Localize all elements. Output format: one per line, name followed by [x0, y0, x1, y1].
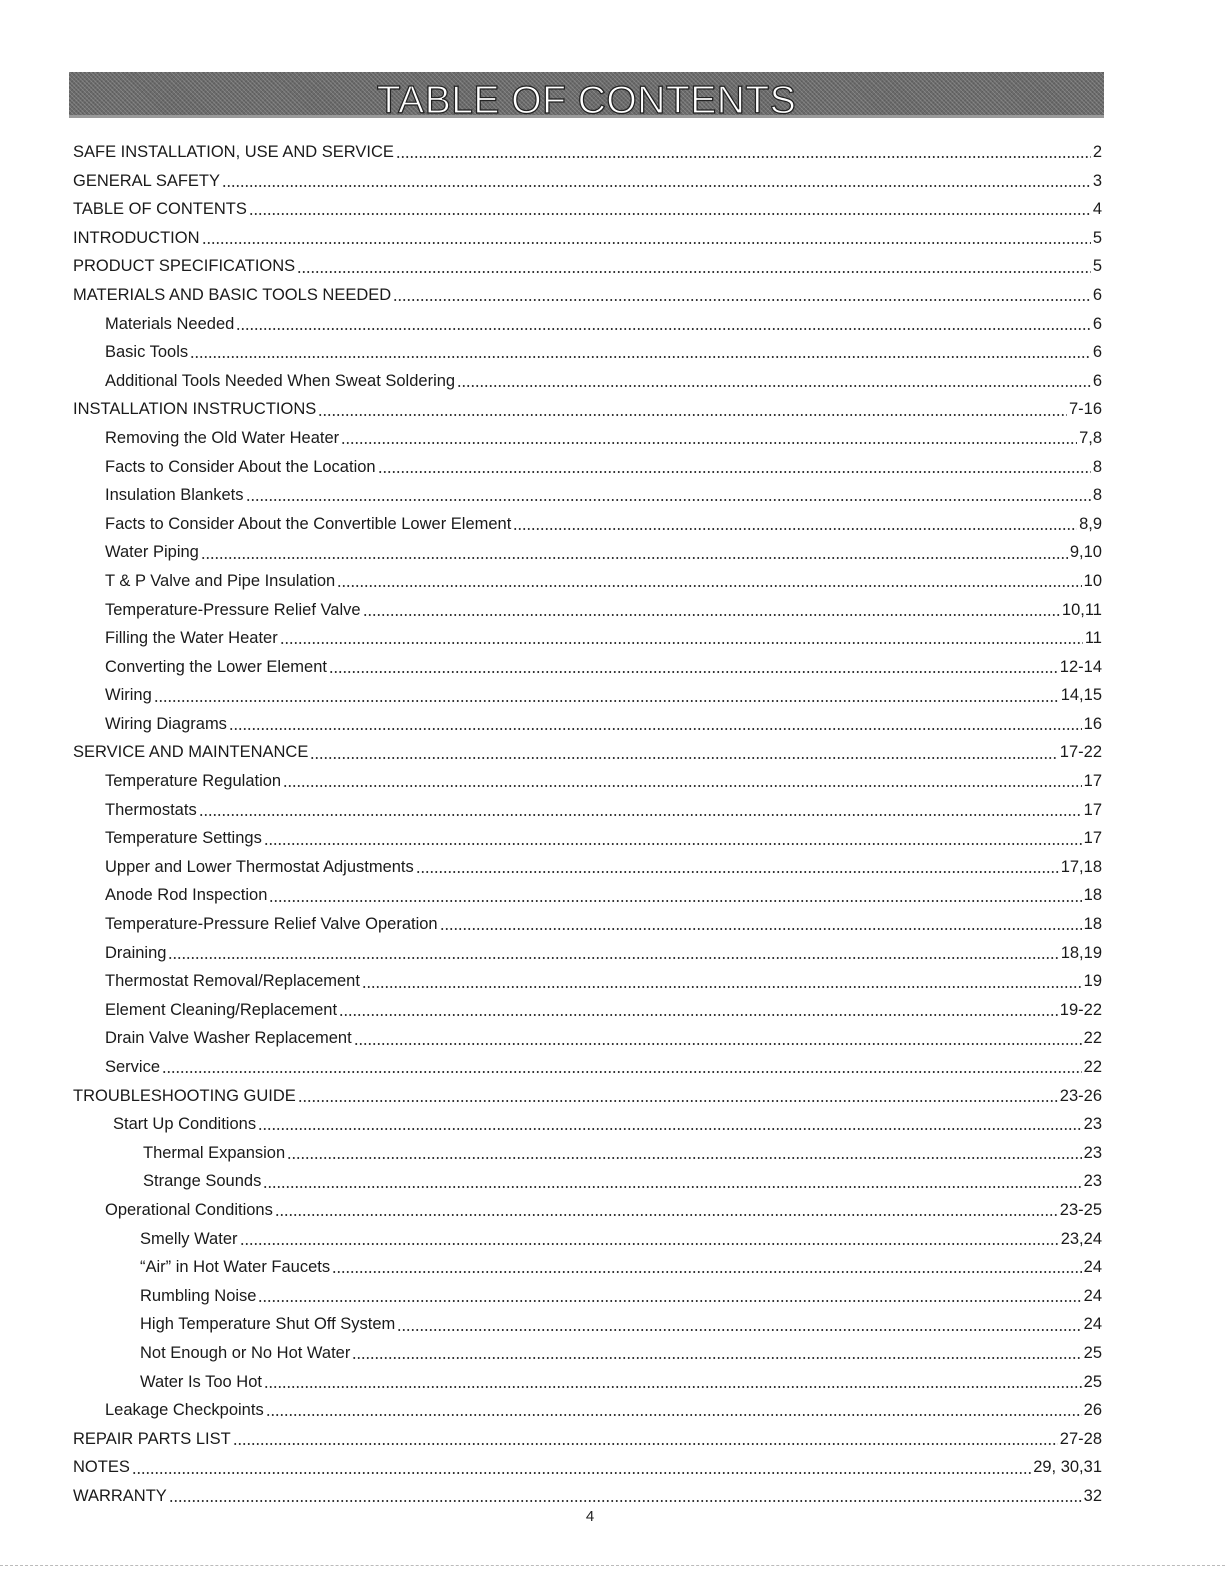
dot-leader — [457, 384, 1091, 388]
dot-leader — [363, 613, 1060, 617]
dot-leader — [310, 756, 1057, 760]
toc-entry-title: TABLE OF CONTENTS — [73, 200, 247, 219]
toc-entry-title: “Air” in Hot Water Faucets — [140, 1258, 331, 1277]
toc-entry-page: 16 — [1083, 714, 1102, 733]
toc-entry — [73, 967, 1102, 996]
toc-entry-title: Additional Tools Needed When Sweat Soldering — [105, 371, 456, 390]
toc-entry — [73, 1196, 1102, 1225]
dot-leader — [341, 441, 1077, 445]
toc-entry-title: INTRODUCTION — [73, 228, 200, 247]
dot-leader — [440, 927, 1082, 931]
dot-leader — [264, 842, 1082, 846]
toc-entry — [73, 910, 1102, 939]
toc-entry — [73, 338, 1102, 367]
toc-entry-title: Converting the Lower Element — [105, 657, 327, 676]
toc-entry — [73, 453, 1102, 482]
toc-entry — [73, 939, 1102, 968]
toc-entry-page: 12-14 — [1059, 657, 1102, 676]
toc-entry — [73, 224, 1102, 253]
toc-entry-title: Strange Sounds — [143, 1172, 262, 1191]
dot-leader — [222, 184, 1091, 188]
dot-leader — [397, 1328, 1081, 1332]
toc-entry — [73, 1425, 1102, 1454]
dot-leader — [287, 1156, 1081, 1160]
toc-entry-title: Temperature Regulation — [105, 772, 282, 791]
dot-leader — [283, 784, 1082, 788]
toc-entry-page: 24 — [1083, 1286, 1102, 1305]
toc-entry-page: 23,24 — [1060, 1229, 1102, 1248]
toc-entry-title: Rumbling Noise — [140, 1286, 257, 1305]
toc-entry-page: 8,9 — [1079, 514, 1102, 533]
dot-leader — [169, 1499, 1082, 1503]
dot-leader — [229, 727, 1082, 731]
toc-entry-page: 8 — [1092, 457, 1102, 476]
dot-leader — [339, 1013, 1058, 1017]
toc-entry-page: 7,8 — [1079, 428, 1102, 447]
dot-leader — [362, 985, 1082, 989]
dot-leader — [393, 298, 1091, 302]
toc-entry-page: 9,10 — [1069, 543, 1102, 562]
toc-entry-title: GENERAL SAFETY — [73, 171, 221, 190]
toc-entry — [73, 1310, 1102, 1339]
dot-leader — [162, 1070, 1082, 1074]
dot-leader — [275, 1213, 1058, 1217]
toc-entry-page: 10 — [1083, 571, 1102, 590]
toc-entry — [73, 1082, 1102, 1111]
dot-leader — [132, 1471, 1031, 1475]
toc-entry-title: Operational Conditions — [105, 1200, 273, 1219]
toc-entry-page: 26 — [1083, 1401, 1102, 1420]
toc-entry — [73, 195, 1102, 224]
toc-entry-title: Thermal Expansion — [143, 1143, 286, 1162]
dot-leader — [258, 1299, 1081, 1303]
toc-entry — [73, 853, 1102, 882]
toc-entry-title: T & P Valve and Pipe Insulation — [105, 571, 336, 590]
dot-leader — [201, 556, 1068, 560]
toc-entry — [73, 681, 1102, 710]
dot-leader — [199, 813, 1082, 817]
toc-entry-page: 22 — [1083, 1029, 1102, 1048]
toc-entry — [73, 1282, 1102, 1311]
toc-entry-title: Not Enough or No Hot Water — [140, 1343, 351, 1362]
toc-entry-page: 6 — [1092, 343, 1102, 362]
toc-entry-page: 27-28 — [1059, 1429, 1102, 1448]
toc-entry-title: Temperature-Pressure Relief Valve Operation — [105, 915, 438, 934]
toc-entry-title: Temperature Settings — [105, 829, 262, 848]
toc-entry-title: INSTALLATION INSTRUCTIONS — [73, 400, 317, 419]
toc-entry-page: 6 — [1092, 285, 1102, 304]
toc-entry-title: Insulation Blankets — [105, 486, 244, 505]
toc-entry-page: 4 — [1092, 200, 1102, 219]
toc-entry-page: 5 — [1092, 257, 1102, 276]
toc-entry-title: NOTES — [73, 1458, 130, 1477]
toc-entry-title: Wiring — [105, 686, 152, 705]
toc-entry-title: Facts to Consider About the Location — [105, 457, 376, 476]
toc-entry — [73, 796, 1102, 825]
toc-entry-page: 18 — [1083, 886, 1102, 905]
toc-entry-title: Removing the Old Water Heater — [105, 428, 340, 447]
toc-entry — [73, 738, 1102, 767]
toc-entry-page: 18 — [1083, 915, 1102, 934]
toc-entry-page: 10,11 — [1061, 600, 1102, 619]
toc-entry-page: 14,15 — [1060, 686, 1102, 705]
toc-entry-title: Leakage Checkpoints — [105, 1401, 264, 1420]
toc-entry-title: MATERIALS AND BASIC TOOLS NEEDED — [73, 285, 392, 304]
table-of-contents — [73, 138, 1102, 1511]
toc-entry-page: 11 — [1084, 629, 1102, 648]
toc-entry-title: Facts to Consider About the Convertible Lower Element — [105, 514, 512, 533]
dot-leader — [269, 899, 1081, 903]
toc-entry-title: Thermostats — [105, 800, 197, 819]
toc-entry-page: 17 — [1083, 800, 1102, 819]
toc-entry-page: 22 — [1083, 1058, 1102, 1076]
toc-entry-page: 17-22 — [1059, 743, 1102, 762]
toc-entry-page: 24 — [1083, 1258, 1102, 1277]
dot-leader — [246, 498, 1091, 502]
toc-entry-page: 8 — [1092, 486, 1102, 505]
dot-leader — [249, 212, 1091, 216]
toc-entry — [73, 996, 1102, 1025]
toc-entry — [73, 481, 1102, 510]
page-title: TABLE OF CONTENTS — [376, 79, 797, 122]
dot-leader — [154, 699, 1059, 703]
dot-leader — [202, 241, 1091, 245]
toc-entry-page: 24 — [1083, 1315, 1102, 1334]
toc-entry — [73, 881, 1102, 910]
toc-entry-page: 19-22 — [1059, 1000, 1102, 1019]
toc-entry — [73, 767, 1102, 796]
toc-entry — [73, 1225, 1102, 1254]
dot-leader — [352, 1356, 1081, 1360]
toc-entry — [73, 624, 1102, 653]
dot-leader — [236, 327, 1090, 331]
toc-entry-page: 25 — [1083, 1343, 1102, 1362]
toc-entry — [73, 1024, 1102, 1053]
toc-entry — [73, 367, 1102, 396]
dot-leader — [233, 1442, 1058, 1446]
toc-entry-page: 23-25 — [1059, 1200, 1102, 1219]
dot-leader — [266, 1413, 1082, 1417]
toc-entry — [73, 567, 1102, 596]
toc-entry — [73, 1368, 1102, 1397]
toc-entry — [73, 1339, 1102, 1368]
toc-entry — [73, 538, 1102, 567]
toc-entry-title: Temperature-Pressure Relief Valve — [105, 600, 361, 619]
toc-entry — [73, 1139, 1102, 1168]
toc-entry — [73, 1253, 1102, 1282]
toc-entry-title: Service — [105, 1058, 161, 1076]
toc-entry — [73, 824, 1102, 853]
toc-entry-page: 17 — [1083, 829, 1102, 848]
dot-leader — [329, 670, 1058, 674]
toc-entry-page: 32 — [1083, 1486, 1102, 1505]
dot-leader — [332, 1270, 1082, 1274]
title-banner — [69, 72, 1104, 122]
dot-leader — [378, 470, 1091, 474]
toc-entry — [73, 1110, 1102, 1139]
dot-leader — [416, 870, 1059, 874]
toc-entry — [73, 1396, 1102, 1425]
toc-entry-title: High Temperature Shut Off System — [140, 1315, 396, 1334]
toc-entry-page: 23 — [1083, 1143, 1102, 1162]
toc-entry-title: Thermostat Removal/Replacement — [105, 972, 360, 991]
dot-leader — [258, 1127, 1082, 1131]
toc-entry — [73, 424, 1102, 453]
toc-entry-page: 17 — [1083, 772, 1102, 791]
toc-entry-title: Wiring Diagrams — [105, 714, 227, 733]
toc-entry-page: 23 — [1083, 1115, 1102, 1134]
toc-entry-page: 7-16 — [1068, 400, 1102, 419]
toc-entry — [73, 510, 1102, 539]
toc-entry — [73, 1482, 1102, 1511]
toc-entry-page: 23-26 — [1059, 1086, 1102, 1105]
dot-leader — [354, 1042, 1082, 1046]
toc-entry-title: Water Piping — [105, 543, 199, 562]
toc-entry-title: Element Cleaning/Replacement — [105, 1000, 338, 1019]
toc-entry-title: Drain Valve Washer Replacement — [105, 1029, 352, 1048]
page-number: 4 — [585, 1508, 595, 1525]
toc-entry-title: REPAIR PARTS LIST — [73, 1429, 231, 1448]
toc-entry — [73, 653, 1102, 682]
toc-entry-page: 25 — [1083, 1372, 1102, 1391]
toc-entry-title: Smelly Water — [140, 1229, 238, 1248]
dot-leader — [168, 956, 1058, 960]
toc-entry — [73, 252, 1102, 281]
toc-entry-page: 17,18 — [1060, 857, 1102, 876]
dot-leader — [190, 355, 1091, 359]
toc-entry — [73, 310, 1102, 339]
toc-entry-page: 6 — [1092, 371, 1102, 390]
toc-entry — [73, 395, 1102, 424]
toc-entry-title: Basic Tools — [105, 343, 189, 362]
toc-entry — [73, 596, 1102, 625]
toc-entry-title: SERVICE AND MAINTENANCE — [73, 743, 309, 762]
toc-entry-title: PRODUCT SPECIFICATIONS — [73, 257, 296, 276]
bottom-rule — [0, 1565, 1225, 1566]
toc-entry-title: Water Is Too Hot — [140, 1372, 262, 1391]
dot-leader — [263, 1185, 1081, 1189]
toc-entry — [73, 1453, 1102, 1482]
dot-leader — [318, 413, 1067, 417]
toc-entry-title: Start Up Conditions — [113, 1115, 257, 1134]
dot-leader — [264, 1385, 1082, 1389]
toc-entry-page: 3 — [1092, 171, 1102, 190]
toc-entry-page: 5 — [1092, 228, 1102, 247]
toc-entry — [73, 1167, 1102, 1196]
toc-entry-page: 23 — [1083, 1172, 1102, 1191]
toc-entry-title: SAFE INSTALLATION, USE AND SERVICE — [73, 143, 394, 161]
toc-entry-page: 19 — [1083, 972, 1102, 991]
toc-entry — [73, 281, 1102, 310]
dot-leader — [396, 155, 1091, 159]
toc-entry-page: 18,19 — [1060, 943, 1102, 962]
dot-leader — [297, 270, 1091, 274]
toc-entry — [73, 710, 1102, 739]
toc-entry-title: WARRANTY — [73, 1486, 167, 1505]
dot-leader — [337, 584, 1081, 588]
dot-leader — [280, 641, 1083, 645]
toc-entry-page: 6 — [1092, 314, 1102, 333]
toc-entry — [73, 138, 1102, 167]
toc-entry — [73, 1053, 1102, 1082]
toc-entry — [73, 167, 1102, 196]
toc-entry-page: 29, 30,31 — [1033, 1458, 1102, 1477]
dot-leader — [240, 1242, 1059, 1246]
toc-entry-title: Anode Rod Inspection — [105, 886, 268, 905]
toc-entry-title: Materials Needed — [105, 314, 235, 333]
dot-leader — [298, 1099, 1058, 1103]
toc-entry-title: Draining — [105, 943, 167, 962]
toc-entry-title: Filling the Water Heater — [105, 629, 278, 648]
toc-entry-title: Upper and Lower Thermostat Adjustments — [105, 857, 414, 876]
dot-leader — [513, 527, 1077, 531]
toc-entry-page: 2 — [1092, 143, 1102, 161]
toc-entry-title: TROUBLESHOOTING GUIDE — [73, 1086, 296, 1105]
